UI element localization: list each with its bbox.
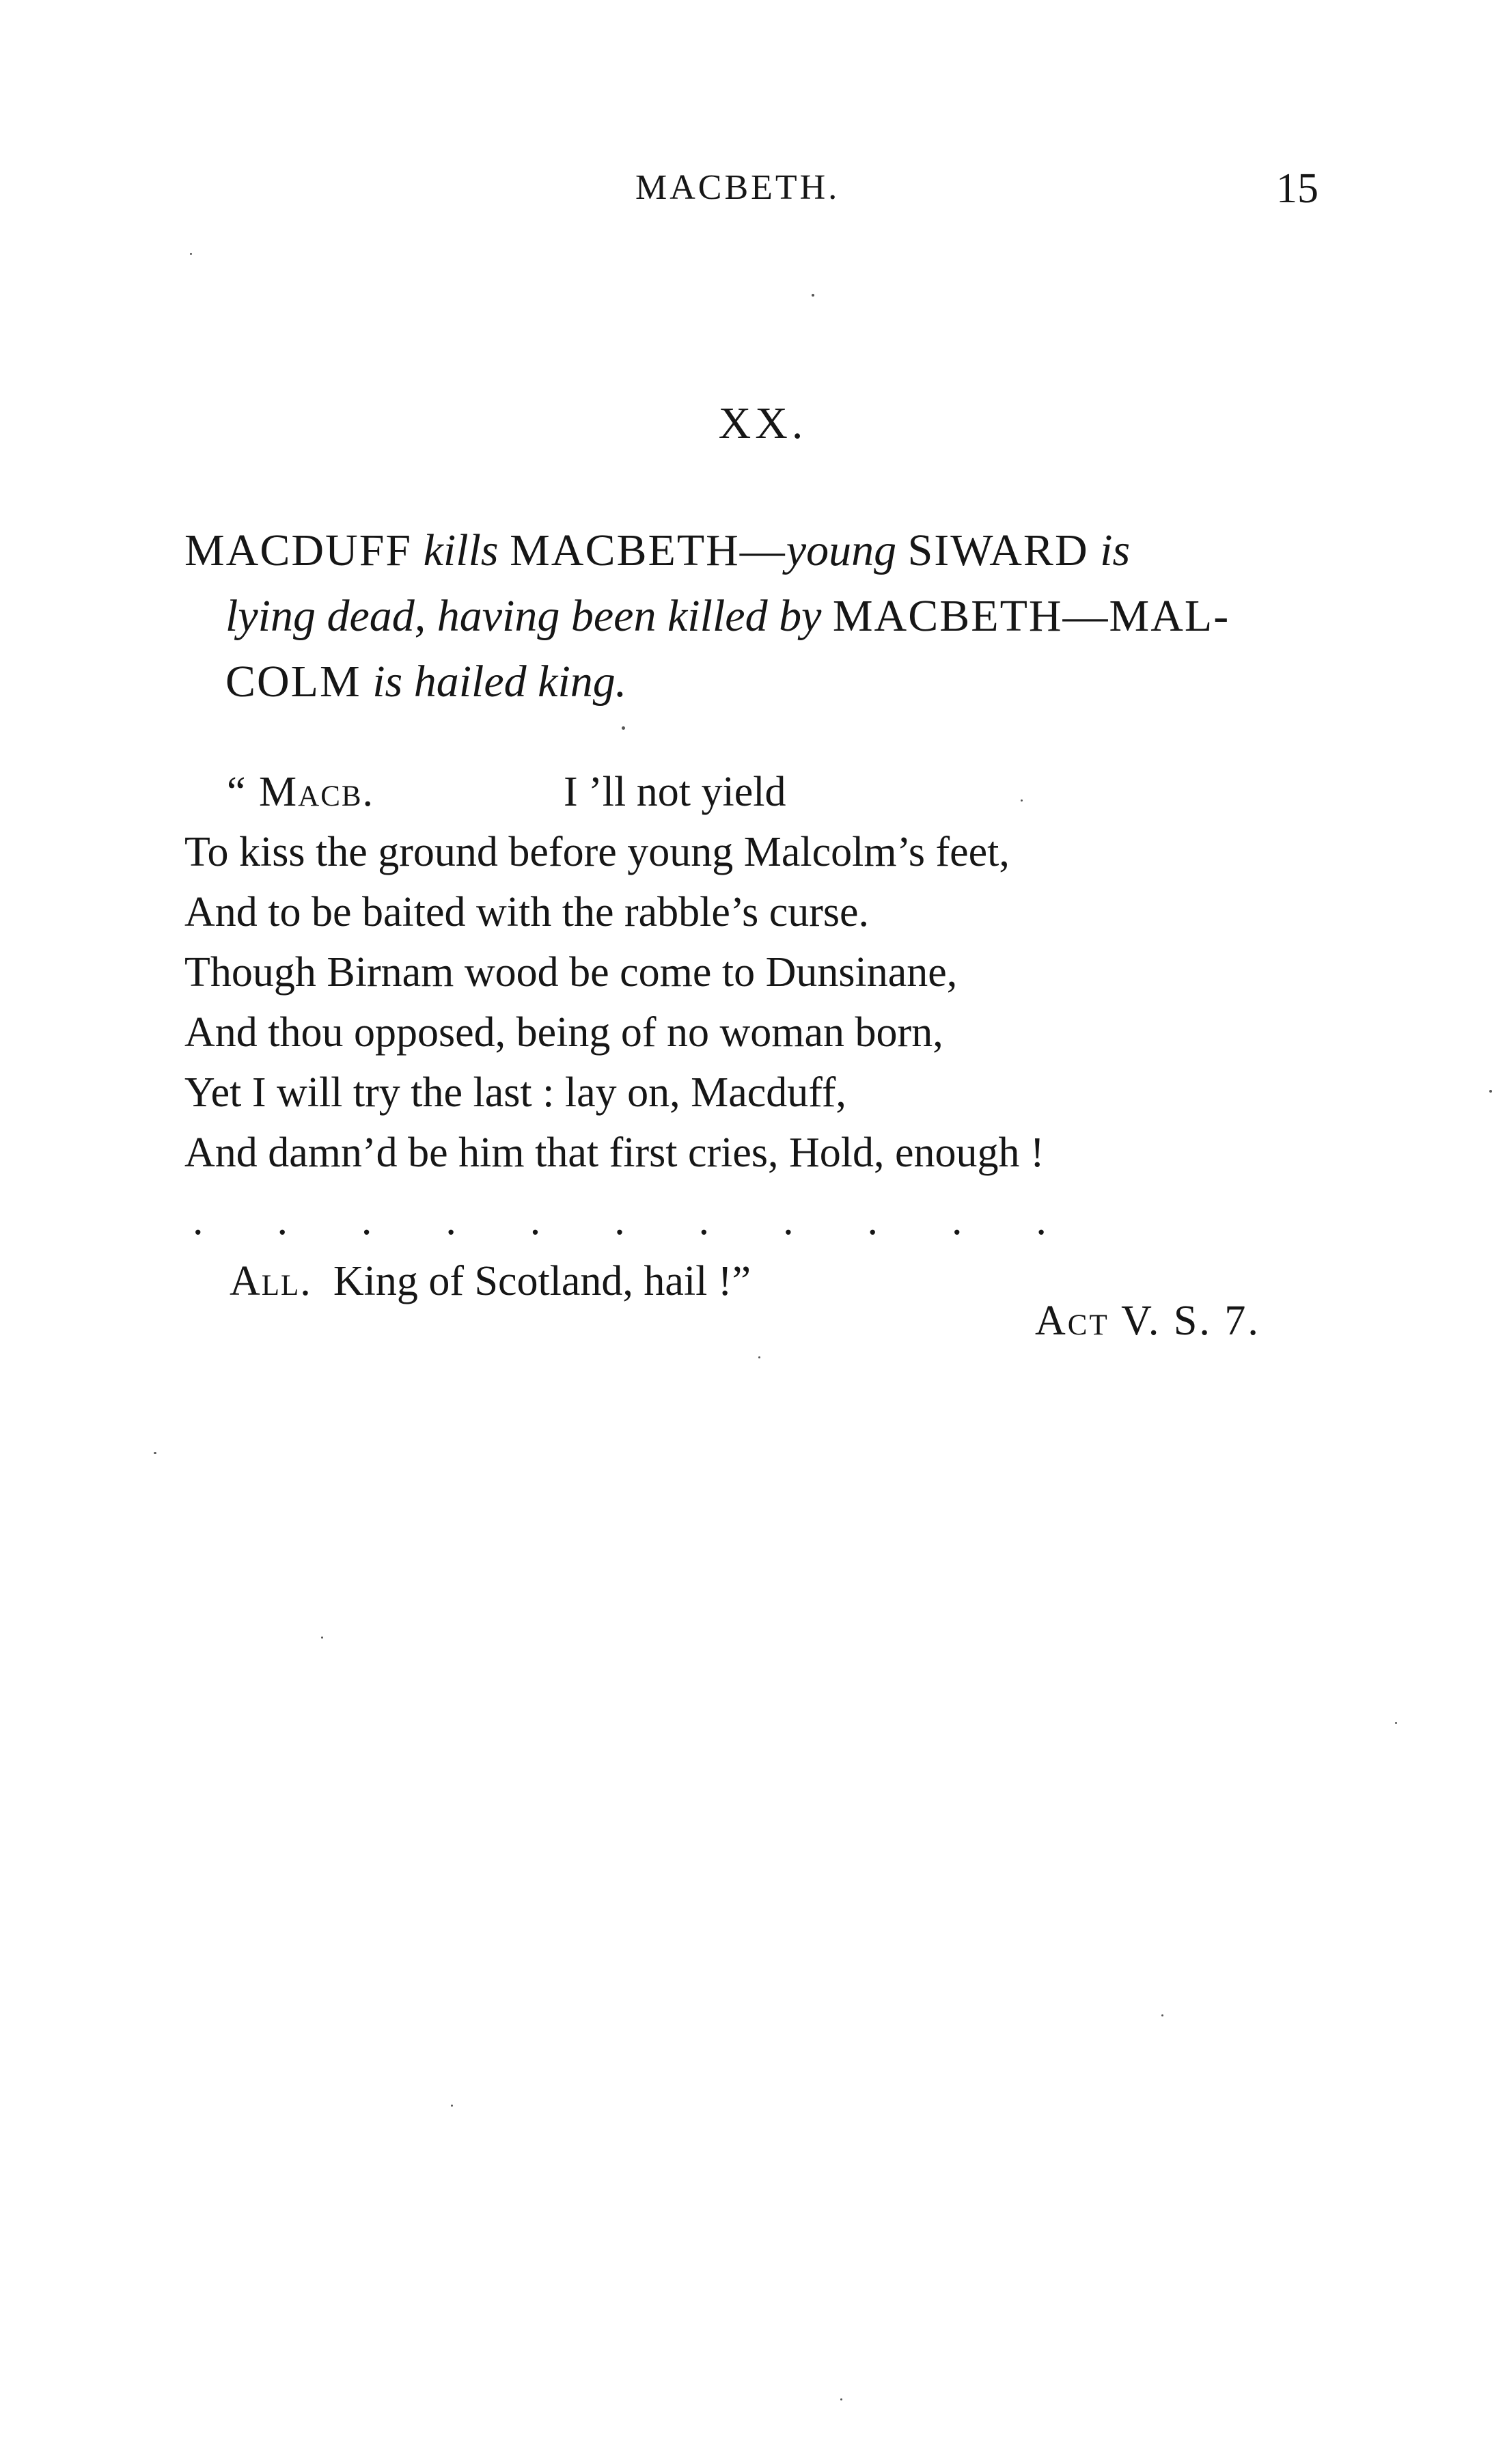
all-speech: King of Scotland, hail !”: [333, 1258, 751, 1304]
description-line-2: [184, 584, 1332, 649]
ellipsis-dot: .: [193, 1197, 204, 1244]
word-young: young: [786, 525, 897, 575]
scene-description: [184, 518, 1332, 715]
ellipsis-dot: .: [783, 1197, 794, 1244]
running-title: MACBETH.: [635, 168, 840, 207]
name-macduff: MACDUFF: [184, 525, 413, 575]
speaker-all: All.: [230, 1258, 312, 1304]
paper-speck: [812, 294, 814, 297]
paper-speck: [154, 1452, 156, 1454]
description-line-1: [184, 518, 1332, 584]
ellipsis-dot: .: [951, 1197, 963, 1244]
paper-speck: [1489, 1090, 1492, 1093]
name-macbeth-malcolm: MACBETH—MAL-: [832, 591, 1230, 641]
paper-speck: [321, 1637, 323, 1639]
paper-speck: [840, 2398, 842, 2400]
word-is: is: [1100, 525, 1131, 575]
paper-speck: [1021, 799, 1023, 802]
ellipsis-dot: .: [867, 1197, 878, 1244]
word-kills: kills: [423, 525, 499, 575]
verse-line: Though Birnam wood be come to Dunsinane,: [184, 949, 958, 996]
ellipsis-dot: .: [445, 1197, 456, 1244]
paper-speck: [1161, 2014, 1163, 2016]
first-speech: I ’ll not yield: [564, 769, 786, 815]
verse-line: And to be baited with the rabble’s curse.: [184, 889, 870, 935]
verse-line: And damn’d be him that first cries, Hold, enough !: [184, 1130, 1045, 1176]
act-scene-citation: [1035, 1297, 1260, 1345]
paper-speck: [1395, 1722, 1397, 1724]
phrase-lying-dead: lying dead, having been killed by: [225, 591, 822, 641]
verse-line: And thou opposed, being of no woman born,: [184, 1009, 943, 1056]
quote-first-line: [184, 762, 1359, 822]
macbeth-young-group: [510, 525, 896, 575]
phrase-hailed-king: is hailed king.: [372, 657, 627, 707]
verse-line: To kiss the ground before young Malcolm’s feet,: [184, 829, 1010, 875]
citation-scene: V. S. 7.: [1121, 1298, 1260, 1344]
citation-act: Act: [1035, 1298, 1109, 1344]
name-macbeth: MACBETH—: [510, 525, 786, 575]
page-number: 15: [1276, 165, 1318, 212]
paper-speck: [190, 253, 192, 255]
ellipsis-row: [184, 1190, 1047, 1251]
ellipsis-dot: .: [1036, 1197, 1047, 1244]
description-line-3: [184, 649, 1332, 715]
section-number: XX.: [718, 398, 807, 448]
verse-line: Yet I will try the last : lay on, Macduff,: [184, 1069, 846, 1116]
paper-speck: [758, 1356, 760, 1358]
quoted-passage: [184, 762, 1359, 1311]
ellipsis-dot: .: [361, 1197, 372, 1244]
name-siward: SIWARD: [907, 525, 1089, 575]
ellipsis-dot: .: [277, 1197, 288, 1244]
ellipsis-dot: .: [698, 1197, 710, 1244]
ellipsis-dot: .: [614, 1197, 625, 1244]
speaker-macbeth: “ Macb.: [227, 769, 375, 815]
paper-speck: [622, 726, 625, 730]
name-colm: COLM: [225, 657, 361, 707]
paper-speck: [451, 2105, 453, 2107]
ellipsis-dot: .: [529, 1197, 541, 1244]
running-head: [0, 167, 1505, 222]
